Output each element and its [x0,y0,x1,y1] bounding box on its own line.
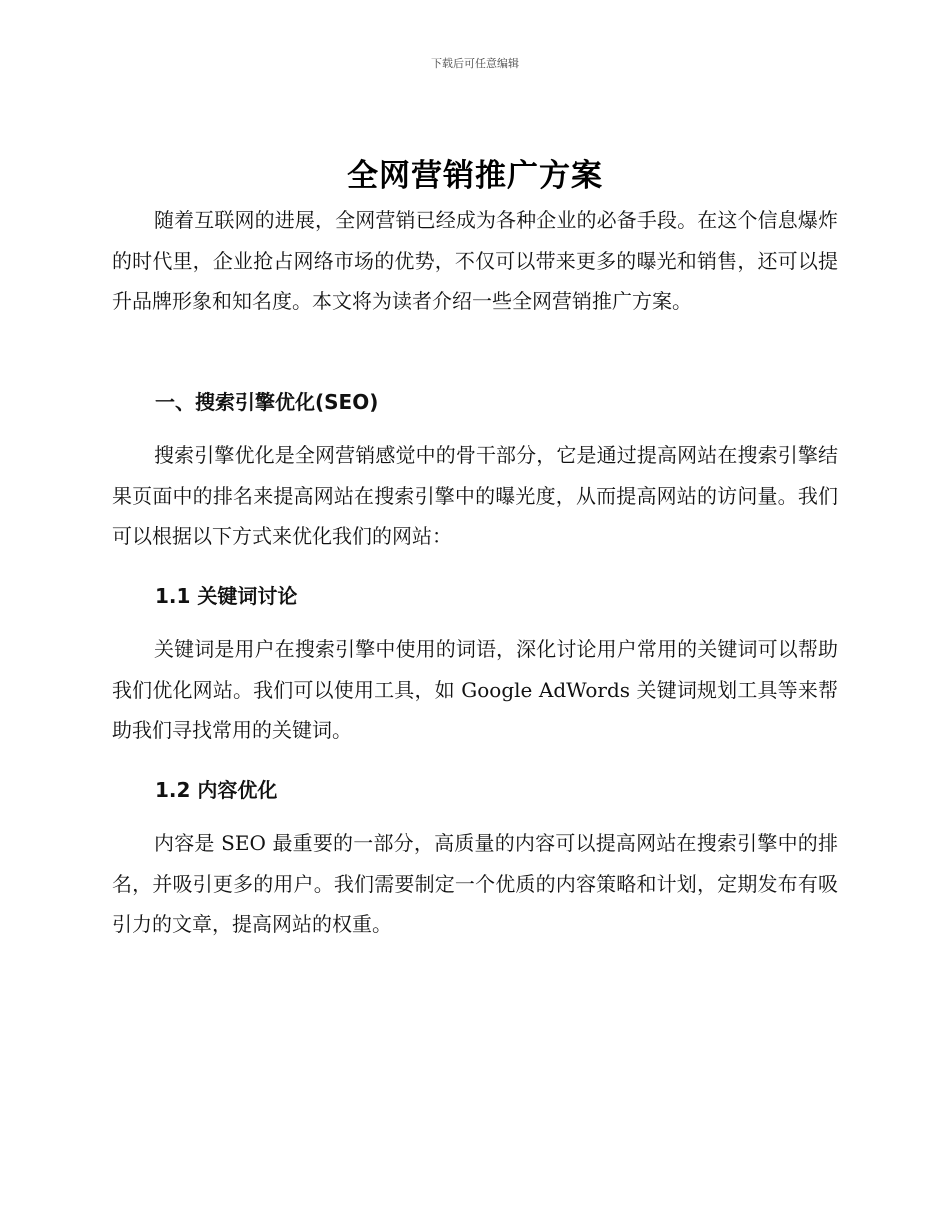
document-title: 全网营销推广方案 [347,158,603,194]
section-paragraph-content: 内容是 SEO 最重要的一部分，高质量的内容可以提高网站在搜索引擎中的排名，并吸引更多的用户。我们需要制定一个优质的内容策略和计划，定期发布有吸引力的文章，提高网站的权重。 [112,831,838,936]
section-paragraph-seo: 搜索引擎优化是全网营销感觉中的骨干部分，它是通过提高网站在搜索引擎结果页面中的排名来提高网站在搜索引擎中的曝光度，从而提高网站的访问量。我们可以根据以下方式来优化我们的网站： [112,443,838,548]
intro-paragraph: 随着互联网的进展，全网营销已经成为各种企业的必备手段。在这个信息爆炸的时代里，企业抢占网络市场的优势，不仅可以带来更多的曝光和销售，还可以提升品牌形象和知名度。本文将为读者介绍一些全网营销推广方案。 [112,208,838,313]
section-heading-keywords: 1.1 关键词讨论 [155,584,298,608]
section-paragraph-keywords: 关键词是用户在搜索引擎中使用的词语，深化讨论用户常用的关键词可以帮助我们优化网站。我们可以使用工具，如 Google AdWords 关键词规划工具等来帮助我们寻找常用的关键词。 [112,637,838,742]
section-heading-seo: 一、搜索引擎优化(SEO) [155,390,379,414]
section-heading-content: 1.2 内容优化 [155,778,278,802]
header-note: 下载后可任意编辑 [431,57,519,70]
